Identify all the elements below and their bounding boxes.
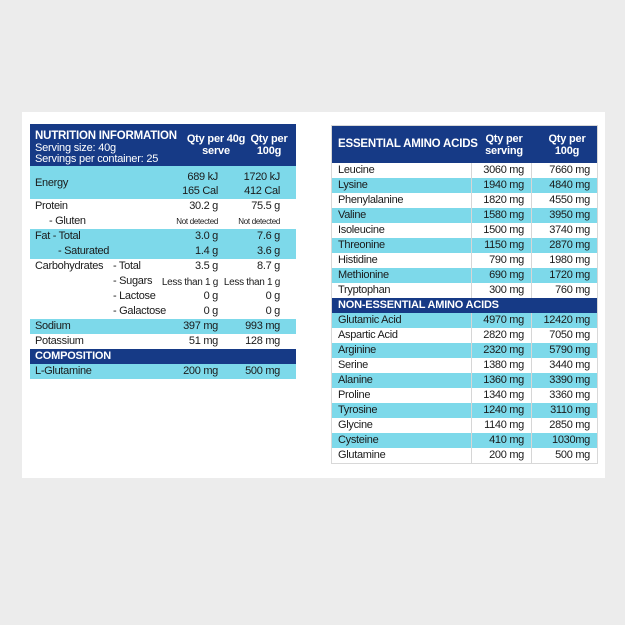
column-divider: [531, 313, 532, 328]
column-divider: [531, 178, 532, 193]
column-divider: [471, 238, 472, 253]
nutrient-row: [30, 334, 296, 349]
value-serve: 1.4 g: [195, 245, 218, 257]
amino-name: Tyrosine: [338, 404, 378, 416]
value-100g: 128 mg: [245, 335, 280, 347]
nutrient-row: [30, 244, 296, 259]
amino-value-100g: 1720 mg: [549, 269, 590, 281]
column-divider: [471, 283, 472, 298]
amino-col-header-100g: Qty per 100g: [548, 133, 586, 157]
nutrient-rows: [30, 199, 296, 349]
amino-row: [332, 223, 597, 238]
amino-row: [332, 283, 597, 298]
composition-header: [30, 349, 296, 364]
column-divider: [531, 223, 532, 238]
amino-value-serving: 410 mg: [489, 434, 524, 446]
amino-name: Tryptophan: [338, 284, 391, 296]
value-100g: 0 g: [265, 305, 280, 317]
column-divider: [471, 448, 472, 463]
amino-value-100g: 500 mg: [555, 449, 590, 461]
servings-per-container: Servings per container: 25: [35, 153, 159, 165]
value-serve: Not detected: [176, 217, 218, 226]
amino-name: Alanine: [338, 374, 373, 386]
amino-row: [332, 403, 597, 418]
column-divider: [531, 283, 532, 298]
amino-row: [332, 268, 597, 283]
column-divider: [471, 403, 472, 418]
column-divider: [531, 448, 532, 463]
amino-row: [332, 373, 597, 388]
column-divider: [531, 253, 532, 268]
amino-name: Leucine: [338, 164, 375, 176]
nonessential-title: NON-ESSENTIAL AMINO ACIDS: [338, 299, 499, 311]
nutrient-label: Protein: [35, 200, 68, 212]
nutrient-row: [30, 199, 296, 214]
column-divider: [531, 388, 532, 403]
column-divider: [471, 253, 472, 268]
essential-title: ESSENTIAL AMINO ACIDS: [338, 138, 478, 150]
amino-row: [332, 433, 597, 448]
amino-value-100g: 3950 mg: [549, 209, 590, 221]
nutrition-panel: [30, 124, 296, 379]
amino-value-serving: 1580 mg: [483, 209, 524, 221]
value-serve: 30.2 g: [189, 200, 218, 212]
amino-name: Methionine: [338, 269, 389, 281]
nutrient-sublabel: - Total: [113, 260, 141, 272]
column-divider: [471, 358, 472, 373]
amino-value-serving: 1360 mg: [483, 374, 524, 386]
nutrient-sublabel: - Sugars: [113, 275, 153, 287]
composition-row: [30, 364, 296, 379]
essential-rows: [332, 163, 597, 298]
value-100g: 993 mg: [245, 320, 280, 332]
amino-name: Glutamine: [338, 449, 386, 461]
column-divider: [531, 433, 532, 448]
energy-kj-serve: 689 kJ: [187, 171, 218, 183]
value-serve: 3.0 g: [195, 230, 218, 242]
column-divider: [471, 343, 472, 358]
column-divider: [471, 328, 472, 343]
column-divider: [471, 223, 472, 238]
amino-value-serving: 1940 mg: [483, 179, 524, 191]
amino-row: [332, 418, 597, 433]
amino-row: [332, 193, 597, 208]
amino-name: Proline: [338, 389, 371, 401]
amino-value-100g: 4550 mg: [549, 194, 590, 206]
amino-name: Glycine: [338, 419, 373, 431]
amino-name: Aspartic Acid: [338, 329, 398, 341]
value-serve: 397 mg: [183, 320, 218, 332]
amino-value-serving: 1140 mg: [484, 419, 524, 431]
value-100g: Not detected: [238, 217, 280, 226]
value-serve: 3.5 g: [195, 260, 218, 272]
nutrient-row: [30, 259, 296, 274]
nonessential-header: [332, 298, 597, 313]
amino-value-serving: 3060 mg: [483, 164, 524, 176]
composition-label: L-Glutamine: [35, 365, 92, 377]
amino-value-serving: 1380 mg: [483, 359, 524, 371]
amino-row: [332, 328, 597, 343]
amino-value-100g: 7050 mg: [549, 329, 590, 341]
energy-cal-100g: 412 Cal: [244, 185, 280, 197]
amino-value-100g: 3390 mg: [549, 374, 590, 386]
amino-value-100g: 3360 mg: [549, 389, 590, 401]
nutrient-sublabel: - Lactose: [113, 290, 156, 302]
nutrient-row: [30, 229, 296, 244]
amino-value-100g: 2850 mg: [549, 419, 590, 431]
nutrient-sublabel: - Galactose: [113, 305, 166, 317]
column-divider: [471, 418, 472, 433]
amino-value-100g: 3740 mg: [549, 224, 590, 236]
column-divider: [531, 328, 532, 343]
amino-row: [332, 358, 597, 373]
column-divider: [471, 268, 472, 283]
amino-value-serving: 4970 mg: [483, 314, 524, 326]
value-serve: 0 g: [203, 290, 218, 302]
column-divider: [531, 373, 532, 388]
amino-value-100g: 7660 mg: [549, 164, 590, 176]
value-100g: 3.6 g: [257, 245, 280, 257]
energy-cal-serve: 165 Cal: [182, 185, 218, 197]
nutrient-row: [30, 274, 296, 289]
nutrient-label: Potassium: [35, 335, 84, 347]
energy-row: [30, 166, 296, 199]
amino-value-100g: 3440 mg: [549, 359, 590, 371]
amino-value-serving: 790 mg: [489, 254, 524, 266]
value-100g: 500 mg: [245, 365, 280, 377]
amino-col-header-serving: Qty per serving: [485, 133, 523, 157]
nutrient-label: Sodium: [35, 320, 71, 332]
value-100g: 75.5 g: [251, 200, 280, 212]
essential-header: [332, 126, 597, 163]
nutrient-label: - Gluten: [49, 215, 86, 227]
column-divider: [531, 358, 532, 373]
serving-size: Serving size: 40g: [35, 142, 116, 154]
amino-value-serving: 300 mg: [489, 284, 524, 296]
amino-name: Histidine: [338, 254, 378, 266]
amino-value-100g: 3110 mg: [550, 404, 590, 416]
amino-value-serving: 1500 mg: [483, 224, 524, 236]
amino-value-serving: 200 mg: [489, 449, 524, 461]
amino-value-100g: 1030mg: [552, 434, 590, 446]
nutrient-row: [30, 304, 296, 319]
amino-name: Arginine: [338, 344, 376, 356]
column-divider: [531, 163, 532, 178]
amino-name: Serine: [338, 359, 368, 371]
amino-row: [332, 163, 597, 178]
amino-value-serving: 1340 mg: [483, 389, 524, 401]
value-100g: 8.7 g: [257, 260, 280, 272]
value-serve: 200 mg: [183, 365, 218, 377]
amino-row: [332, 448, 597, 463]
column-divider: [471, 388, 472, 403]
column-divider: [471, 178, 472, 193]
energy-kj-100g: 1720 kJ: [243, 171, 280, 183]
amino-value-100g: 2870 mg: [549, 239, 590, 251]
amino-row: [332, 208, 597, 223]
column-divider: [531, 268, 532, 283]
value-100g: 7.6 g: [257, 230, 280, 242]
nutrient-label: - Saturated: [58, 245, 110, 257]
nutrient-row: [30, 289, 296, 304]
amino-name: Cysteine: [338, 434, 379, 446]
nutrient-row: [30, 319, 296, 334]
amino-value-serving: 1150 mg: [484, 239, 524, 251]
value-serve: Less than 1 g: [161, 277, 218, 288]
amino-name: Isoleucine: [338, 224, 385, 236]
column-divider: [471, 208, 472, 223]
amino-value-serving: 2820 mg: [483, 329, 524, 341]
amino-value-100g: 5790 mg: [549, 344, 590, 356]
column-divider: [531, 343, 532, 358]
amino-name: Glutamic Acid: [338, 314, 402, 326]
col-header-100g: Qty per 100g: [250, 133, 288, 157]
amino-value-100g: 12420 mg: [543, 314, 590, 326]
column-divider: [531, 208, 532, 223]
value-100g: Less than 1 g: [223, 277, 280, 288]
amino-row: [332, 313, 597, 328]
amino-value-serving: 690 mg: [489, 269, 524, 281]
column-divider: [531, 418, 532, 433]
amino-name: Phenylalanine: [338, 194, 404, 206]
amino-row: [332, 253, 597, 268]
energy-label: Energy: [35, 177, 69, 189]
column-divider: [531, 193, 532, 208]
composition-rows: [30, 364, 296, 379]
column-divider: [471, 163, 472, 178]
amino-value-serving: 1820 mg: [483, 194, 524, 206]
amino-name: Threonine: [338, 239, 385, 251]
column-divider: [471, 313, 472, 328]
amino-name: Valine: [338, 209, 366, 221]
composition-title: COMPOSITION: [35, 350, 112, 362]
nutrient-label: Carbohydrates: [35, 260, 104, 272]
col-header-serve: Qty per 40g serve: [186, 133, 246, 157]
amino-row: [332, 388, 597, 403]
amino-value-100g: 1980 mg: [549, 254, 590, 266]
amino-value-serving: 2320 mg: [483, 344, 524, 356]
column-divider: [471, 373, 472, 388]
value-100g: 0 g: [265, 290, 280, 302]
value-serve: 0 g: [203, 305, 218, 317]
amino-value-100g: 760 mg: [555, 284, 590, 296]
amino-acid-panel: [331, 125, 598, 464]
amino-value-100g: 4840 mg: [549, 179, 590, 191]
amino-name: Lysine: [338, 179, 368, 191]
nonessential-rows: [332, 313, 597, 463]
nutrient-label: Fat - Total: [35, 230, 81, 242]
nutrient-row: [30, 214, 296, 229]
value-serve: 51 mg: [188, 335, 218, 347]
amino-row: [332, 238, 597, 253]
amino-row: [332, 178, 597, 193]
nutrition-title: NUTRITION INFORMATION: [35, 130, 177, 142]
amino-value-serving: 1240 mg: [483, 404, 524, 416]
column-divider: [531, 403, 532, 418]
column-divider: [471, 193, 472, 208]
column-divider: [531, 238, 532, 253]
amino-row: [332, 343, 597, 358]
nutrition-header: [30, 124, 296, 166]
column-divider: [471, 433, 472, 448]
